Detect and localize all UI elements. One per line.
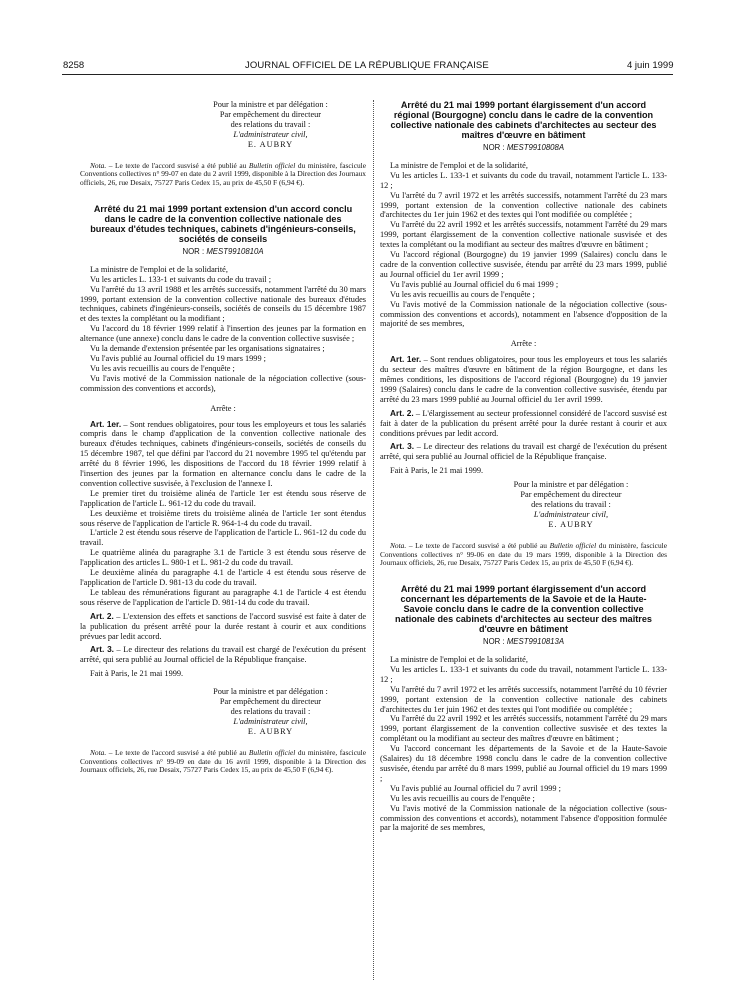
signature-place-date: Fait à Paris, le 21 mai 1999.	[90, 669, 184, 679]
page-header	[0, 0, 731, 71]
article-paragraph: Les deuxième et troisième tirets du troisième alinéa de l'article 1er sont étendus sous réserve de l'application de l'article R. 964-1-4 du code du travail.	[80, 508, 366, 528]
sig-line: L'administrateur civil,	[233, 716, 308, 726]
article-2: Art. 2. – L'élargissement au secteur professionnel considéré de l'accord susvisé est fait à dater de la publication du présent arrêté pour la durée restant à courir et aux conditions prévues par ledit accord.	[380, 407, 667, 438]
visa-line: Vu les articles L. 133-1 et suivants du code du travail, notamment l'article L. 133-12 ;	[380, 170, 667, 190]
sig-line: Pour la ministre et par délégation :	[213, 100, 328, 109]
article-1: Art. 1er. – Sont rendues obligatoires, pour tous les employeurs et tous les salariés compris dans le champ d'application de la convention collective nationale des bureaux d'études techniques, cabinets d'ingénieurs-conseils, sociétés de conseils du 15 décembre 1987, tel que défini par l'accord du 21 novembre 1995 tel qu'étendu par arrêté du 8 février 1996, les dispositions de l'accord du 18 février 1999 relatif à l'insertion des jeunes par la formation en alternance conclu dans le cadre de la convention collective susvisée, à l'exclusion de l'annexe I.	[80, 418, 366, 488]
visa-line: Vu l'accord concernant les départements de la Savoie et de la Haute-Savoie (Salaires) du 18 décembre 1998 conclu dans le cadre de la convention collective susvisée, étendu par arrêté du 8 mars 1999, publié au Journal officiel du 19 mars 1999 ;	[380, 744, 667, 783]
visa-line: Vu l'avis publié au Journal officiel du 7 avril 1999 ;	[390, 783, 561, 793]
sig-line: des relations du travail :	[230, 706, 311, 716]
sig-line: L'administrateur civil,	[233, 129, 308, 139]
visa-line: Vu les articles L. 133-1 et suivants du code du travail ;	[90, 274, 272, 284]
arrete-label: Arrête :	[510, 339, 537, 349]
article-1: Art. 1er. – Sont rendues obligatoires, pour tous les employeurs et tous les salariés du secteur des maîtres d'œuvre en bâtiment de la région Bourgogne, et dans les mêmes conditions, les dispositions de l'accord régional (Bourgogne) du 19 janvier 1999 (Salaires) conclu dans le cadre de la convention collective susvisée, étendu par arrêté du 23 mars 1999 publié au Journal officiel du 1er avril 1999.	[380, 354, 667, 404]
decree-title: Arrêté du 21 mai 1999 portant élargissement d'un accord concernant les départements de la Savoie et de la Haute-Savoie conclu dans le cadre de la convention collective nationale des cabinets d'architectes au secteur des maîtres d'œuvre en bâtiment	[395, 584, 652, 635]
article-paragraph: Le tableau des rémunérations figurant au paragraphe 4.1 de l'article 4 est étendu sous réserve de l'application de l'article D. 981-14 du code du travail.	[80, 587, 366, 607]
decree-title: Arrêté du 21 mai 1999 portant extension d'un accord conclu dans le cadre de la convention collective nationale des bureaux d'études techniques, cabinets d'ingénieurs-conseils, sociétés de conseils	[90, 203, 356, 244]
visa-line: Vu les articles L. 133-1 et suivants du code du travail, notamment l'article L. 133-12 ;	[380, 664, 667, 684]
decree-title: Arrêté du 21 mai 1999 portant élargissement d'un accord régional (Bourgogne) conclu dans le cadre de la convention collective nationale des cabinets d'architectes au secteur des maîtres d'œuvre en bâtiment	[390, 100, 657, 140]
sig-line: Par empêchement du directeur	[520, 490, 622, 500]
visa-line: Vu l'arrêté du 22 avril 1992 et les arrêtés successifs, notamment l'arrêté du 29 mars 1999, portant élargissement de la convention collective nationale susvisée et des textes la complétant ou la modifiant au secteur des maîtres d'œuvre en bâtiment ;	[380, 220, 667, 250]
nota-note: Nota. – Le texte de l'accord susvisé a été publié au Bulletin officiel du ministère, fascicule Conventions collectives n° 99-09 en date du 16 avril 1999, disponible à la Direction des Journaux officiels, 26, rue Desaix, 75727 Paris Cedex 15, au prix de 45,50 F (6,94 €).	[80, 747, 367, 775]
visa-line: La ministre de l'emploi et de la solidarité,	[90, 264, 228, 274]
visa-line: Vu la demande d'extension présentée par les organisations signataires ;	[90, 344, 325, 354]
article-paragraph: Le quatrième alinéa du paragraphe 3.1 de l'article 3 est étendu sous réserve de l'application des articles L. 980-1 et L. 981-2 du code du travail.	[80, 548, 366, 568]
visa-line: Vu l'arrêté du 13 avril 1988 et les arrêtés successifs, notamment l'arrêté du 30 mars 1999, portant extension de la convention collective nationale des bureaux d'études techniques, cabinets d'ingénieurs-conseils, sociétés de conseils du 15 décembre 1987 et des textes la complétant ou la modifiant ;	[80, 284, 366, 324]
signature-block	[175, 687, 366, 737]
signature-block	[475, 480, 667, 530]
nota-note: Nota. – Le texte de l'accord susvisé a été publié au Bulletin officiel du ministère, fascicule Conventions collectives n° 99-06 en date du 19 mars 1999, disponible à la Direction des Journaux officiels, 26, rue Desaix, 75727 Paris Cedex 15, au prix de 45,50 F (6,94 €).	[380, 540, 667, 568]
header-rule	[62, 74, 673, 75]
article-3: Art. 3. – Le directeur des relations du travail est chargé de l'exécution du présent arrêté, qui sera publié au Journal officiel de la République française.	[380, 441, 668, 462]
visa-line: Vu l'accord régional (Bourgogne) du 19 janvier 1999 (Salaires) conclu dans le cadre de la convention collective susvisée, étendu par arrêté du 23 mars 1999, publié au Journal officiel du 1er avril 1999 ;	[380, 250, 667, 279]
visa-line: Vu l'avis publié au Journal officiel du 19 mars 1999 ;	[90, 353, 266, 363]
nor-reference: NOR : MEST9910808A	[482, 143, 565, 152]
signature-place-date: Fait à Paris, le 21 mai 1999.	[390, 466, 484, 476]
issue-date: 4 juin 1999	[627, 60, 674, 71]
visa-line: La ministre de l'emploi et de la solidarité,	[390, 655, 528, 665]
visa-line: Vu l'arrêté du 7 avril 1972 et les arrêtés successifs, notamment l'arrêté du 23 mars 1999, portant extension de la convention collective nationale des cabinets d'architectes du 1er juin 1962 et des textes qui l'ont modifiée ou complétée ;	[380, 190, 667, 220]
article-3: Art. 3. – Le directeur des relations du travail est chargé de l'exécution du présent arrêté, qui sera publié au Journal officiel de la République française.	[80, 644, 366, 665]
visa-line: Vu l'arrêté du 7 avril 1972 et les arrêtés successifs, notamment l'arrêté du 10 février 1999, portant extension de la convention collective nationale des cabinets d'architectes du 1er juin 1962 et des textes qui l'ont modifiée ou complétée ;	[380, 684, 667, 714]
visa-line: Vu l'arrêté du 22 avril 1992 et les arrêtés successifs, notamment l'arrêté du 29 mars 1999, portant élargissement de la convention collective susvisée et des textes la complétant ou la modifiant au secteur des maîtres d'œuvre en bâtiment ;	[380, 714, 667, 744]
visa-line: Vu l'avis publié au Journal officiel du 6 mai 1999 ;	[390, 279, 559, 289]
sig-line: des relations du travail :	[230, 119, 311, 129]
visa-line: Vu l'avis motivé de la Commission nationale de la négociation collective (sous-commission des conventions et accords),	[80, 373, 366, 393]
signature-block	[175, 100, 366, 150]
article-paragraph: L'article 2 est étendu sous réserve de l'application de l'article L. 961-12 du code du travail.	[80, 528, 366, 548]
visa-line: Vu l'avis motivé de la Commission nationale de la négociation collective (sous-commission des conventions et accords), notamment l'absence d'opposition formulée par la majorité de ses membres,	[380, 803, 667, 833]
arrete-label: Arrête :	[210, 403, 236, 413]
visa-line: Vu les avis recueillis au cours de l'enquête ;	[390, 289, 535, 299]
right-column	[380, 100, 667, 833]
sig-line: des relations du travail :	[531, 500, 611, 509]
visa-line: Vu l'accord du 18 février 1999 relatif à l'insertion des jeunes par la formation en alternance (une annexe) conclu dans le cadre de la convention collective susvisée ;	[80, 324, 366, 344]
column-separator	[373, 100, 374, 980]
visa-line: La ministre de l'emploi et de la solidarité,	[390, 160, 528, 170]
visa-line: Vu les avis recueillis au cours de l'enquête ;	[90, 363, 235, 373]
sig-line: Pour la ministre et par délégation :	[513, 480, 629, 490]
sig-line: Pour la ministre et par délégation :	[213, 687, 328, 697]
visa-line: Vu les avis recueillis au cours de l'enquête ;	[390, 793, 535, 803]
article-paragraph: Le premier tiret du troisième alinéa de l'article 1er est étendu sous réserve de l'application de l'article L. 961-12 du code du travail.	[80, 488, 366, 508]
visa-line: Vu l'avis motivé de la Commission nationale de la négociation collective (sous-commission des conventions et accords), notamment en l'absence d'opposition de la majorité de ses membres,	[380, 299, 667, 329]
journal-title: JOURNAL OFFICIEL DE LA RÉPUBLIQUE FRANÇAISE	[245, 60, 489, 71]
left-column	[80, 100, 366, 775]
nor-reference: NOR : MEST9910813A	[482, 637, 565, 647]
nor-reference: NOR : MEST9910810A	[182, 246, 264, 256]
sig-line: Par empêchement du directeur	[219, 697, 322, 707]
nota-note: Nota. – Le texte de l'accord susvisé a été publié au Bulletin officiel du ministère, fascicule Conventions collectives n° 99-07 en date du 2 avril 1999, disponible à la Direction des Journaux officiels, 26, rue Desaix, 75727 Paris Cedex 15, au prix de 45,50 F (6,94 €).	[80, 160, 367, 188]
article-2: Art. 2. – L'extension des effets et sanctions de l'accord susvisé est faite à dater de la publication du présent arrêté pour la durée restant à courir et aux conditions prévues par ledit accord.	[80, 610, 367, 641]
sig-name: E. AUBRY	[247, 726, 294, 736]
page-number: 8258	[63, 60, 85, 71]
article-paragraph: Le deuxième alinéa du paragraphe 4.1 de l'article 4 est étendu sous réserve de l'application de l'article D. 981-13 du code du travail.	[80, 568, 366, 588]
sig-line: Par empêchement du directeur	[219, 109, 322, 119]
sig-line: L'administrateur civil,	[533, 509, 609, 519]
sig-name: E. AUBRY	[548, 519, 594, 529]
sig-name: E. AUBRY	[247, 139, 294, 149]
